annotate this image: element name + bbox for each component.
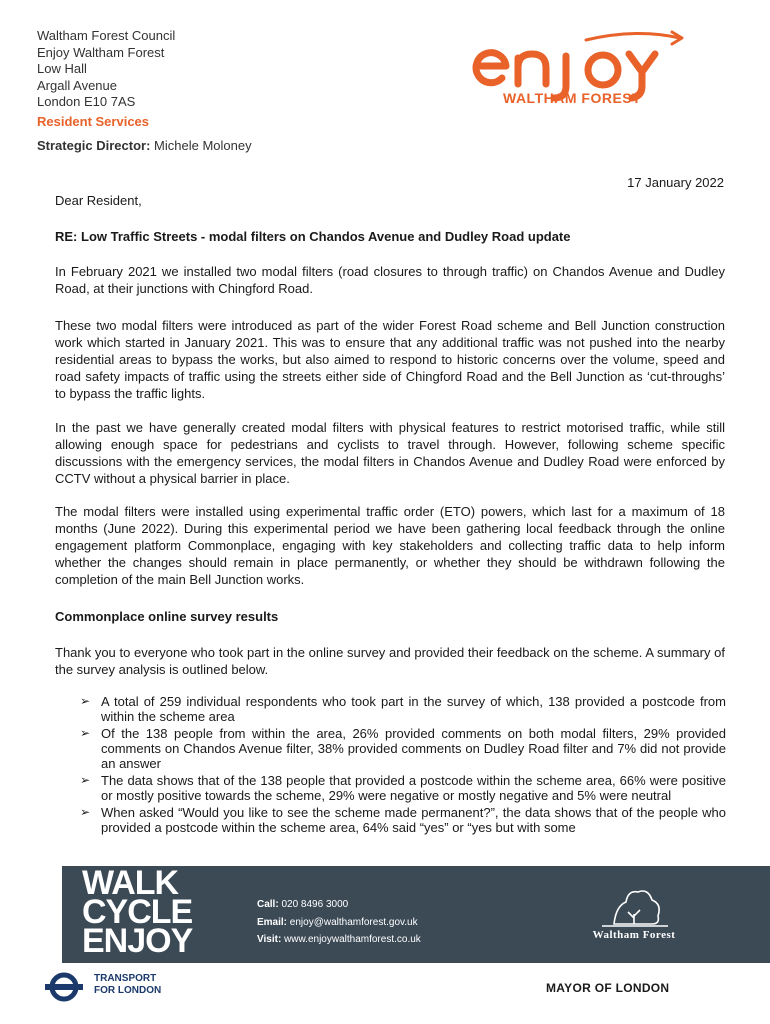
tfl-line: FOR LONDON: [94, 984, 162, 996]
list-item-text: A total of 259 individual respondents who took part in the survey of which, 138 provided a postcode from within the scheme area: [101, 694, 726, 724]
brand-line: WALK: [82, 864, 179, 902]
arrow-bullet-icon: ➢: [80, 773, 91, 787]
call-label: Call:: [257, 899, 279, 910]
email-line: [257, 914, 421, 932]
walk-cycle-enjoy-brand: [82, 864, 193, 960]
letter-date: 17 January 2022: [627, 175, 724, 190]
department-name: Resident Services: [37, 114, 150, 129]
paragraph: In the past we have generally created modal filters with physical features to restrict motorised traffic, while still allowing enough space for pedestrians and cyclists to travel through. However, following scheme specific discussions with the emergency services, the modal filters in Chandos Avenue and Dudley Road were enforced by CCTV without a physical barrier in place.: [55, 420, 725, 486]
paragraph: The modal filters were installed using experimental traffic order (ETO) powers, which last for a maximum of 18 months (June 2022). During this experimental period we have been gathering local feedback through the online engagement platform Commonplace, engaging with key stakeholders and collecting traffic data to help inform whether the changes should remain in place permanently, or whether they should be withdrawn following the completion of the main Bell Junction works.: [55, 504, 725, 587]
address-line: Argall Avenue: [37, 77, 117, 93]
arrow-bullet-icon: ➢: [80, 694, 91, 708]
sender-address: [37, 28, 175, 111]
logo-subtitle: WALTHAM FOREST: [503, 90, 642, 106]
arrow-bullet-icon: ➢: [80, 805, 91, 819]
mayor-of-london-wordmark: MAYOR OF LONDON: [546, 981, 670, 995]
website-line: [257, 931, 421, 949]
phone-number[interactable]: 020 8496 3000: [281, 899, 349, 910]
brand-line: CYCLE: [82, 893, 193, 931]
phone-line: [257, 896, 421, 914]
council-name: Waltham Forest: [592, 929, 676, 941]
strategic-director: [37, 138, 252, 153]
director-label: Strategic Director:: [37, 138, 151, 153]
list-item: [80, 805, 726, 835]
survey-heading: Commonplace online survey results: [55, 609, 279, 624]
address-line: Enjoy Waltham Forest: [37, 44, 165, 60]
subject-line: RE: Low Traffic Streets - modal filters on Chandos Avenue and Dudley Road update: [55, 229, 571, 244]
email-link[interactable]: enjoy@walthamforest.gov.uk: [289, 916, 418, 928]
tfl-roundel-icon: [44, 970, 84, 1004]
list-item: [80, 726, 726, 771]
salutation: Dear Resident,: [55, 193, 142, 208]
brand-line: ENJOY: [82, 922, 193, 960]
footer-banner: [62, 866, 770, 963]
paragraph: In February 2021 we installed two modal filters (road closures to through traffic) on Chandos Avenue and Dudley Road, at their junctions with Chingford Road.: [55, 264, 725, 296]
address-line: London E10 7AS: [37, 94, 136, 109]
survey-intro: Thank you to everyone who took part in the online survey and provided their feedback on the scheme. A summary of the survey analysis is outlined below.: [55, 645, 725, 677]
tfl-wordmark: [94, 973, 161, 996]
list-item-text: Of the 138 people from within the area, 26% provided comments on both modal filters, 29% provided comments on Chandos Avenue filter, 38% provided comments on Dudley Road filter and 7% did not provide an answer: [101, 726, 726, 771]
list-item-text: When asked “Would you like to see the scheme made permanent?”, the data shows that of the people who provided a postcode within the scheme area, 64% said “yes” or “yes but with some: [101, 805, 726, 835]
list-item: [80, 694, 726, 724]
website-link[interactable]: www.enjoywalthamforest.co.uk: [284, 934, 421, 945]
address-line: Low Hall: [37, 61, 87, 76]
contact-details: [257, 896, 421, 949]
visit-label: Visit:: [257, 934, 282, 945]
email-label: Email:: [257, 916, 288, 928]
list-item-text: The data shows that of the 138 people that provided a postcode within the scheme area, 66% were positive or mostly positive towards the scheme, 29% were negative or mostly negative and 5% were neutral: [101, 773, 726, 803]
tfl-line: TRANSPORT: [94, 973, 157, 984]
list-item: [80, 773, 726, 803]
paragraph: These two modal filters were introduced as part of the wider Forest Road scheme and Bell Junction construction work which started in January 2021. This was to ensure that any additional traffic was not pushed into the nearby residential areas to bypass the works, but also aimed to respond to historic concerns over the volume, speed and road safety impacts of traffic using the streets either side of Chingford Road and the Bell Junction as ‘cut-throughs’ to bypass the traffic lights.: [55, 318, 725, 401]
director-name: Michele Moloney: [154, 138, 252, 153]
survey-results-list: [80, 694, 726, 837]
arrow-bullet-icon: ➢: [80, 726, 91, 740]
address-line: Waltham Forest Council: [37, 28, 176, 43]
